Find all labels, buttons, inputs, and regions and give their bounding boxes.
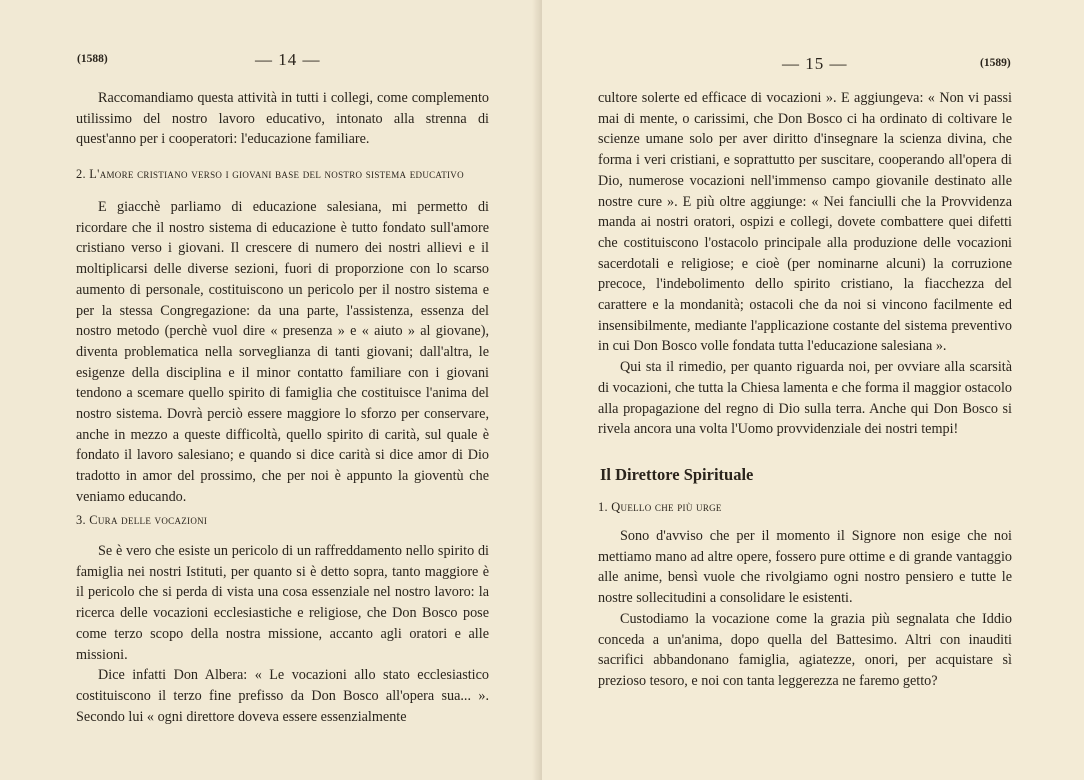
intro-paragraph: Raccomandiamo questa attività in tutti i collegi, come complemento utilissimo del nostro lavoro educativo, intonato alla strenna di quest'anno per i cooperatori: l'educazione familiare.	[76, 90, 489, 148]
chapter-heading: Il Direttore Spirituale	[600, 465, 754, 484]
section-1	[598, 499, 1012, 692]
right-text-block	[598, 88, 1012, 440]
section-1-paragraph-2: Custodiamo la vocazione come la grazia più segnalata che Iddio conceda a un'anima, dopo quella del Battesimo. Altri con inauditi sacrifici abbandonano famiglia, agiatezze, onori, per acquistare sì prezioso tesoro, e noi con tanta leggerezza ne faremo getto?	[598, 610, 1012, 689]
section-3-paragraph-2: Dice infatti Don Albera: « Le vocazioni allo stato ecclesiastico costituiscono il terzo fine prefisso da Don Bosco all'opera sua... ». Secondo lui « ogni direttore doveva essere essenzialmente	[76, 667, 489, 725]
margin-number-right: (1589)	[980, 57, 1011, 69]
section-1-paragraph-1: Sono d'avviso che per il momento il Signore non esige che noi mettiamo mano ad altre opere, fossero pure ottime e di grande vantaggio alle anime, bensì vuole che rivolgiamo ogni nostro pensiero e tutte le nostre sollecitudini a consolidare le esistenti.	[598, 528, 1012, 607]
page-number-right: — 15 —	[782, 54, 848, 73]
section-3-paragraph-1: Se è vero che esiste un pericolo di un raffreddamento nello spirito di famiglia nei nostri Istituti, per quanto si è detto sopra, tanto maggiore è il pericolo che si perda di vista una cosa essenziale nel nostro lavoro: la ricerca delle vocazioni ecclesiastiche e religiose, che Don Bosco pose come terzo scopo della nostra missione, accanto agli oratori e alle missioni.	[76, 543, 489, 663]
section-2	[76, 166, 489, 508]
remedy-paragraph: Qui sta il rimedio, per quanto riguarda noi, per ovviare alla scarsità di vocazioni, che tutta la Chiesa lamenta e che forma il maggior ostacolo alla propagazione del regno di Dio sulla terra. Anche qui Don Bosco si rivela ancora una volta l'Uomo provvidenziale dei nostri tempi!	[598, 359, 1012, 438]
section-3	[76, 512, 489, 727]
margin-number-left: (1588)	[77, 53, 108, 65]
right-page	[542, 0, 1084, 780]
section-1-heading: 1. Quello che più urge	[598, 500, 722, 514]
continued-paragraph: cultore solerte ed efficace di vocazioni ». E aggiungeva: « Non vi passi mai di mente, o carissimi, che Don Bosco ci ha ordinato di coltivare le scienze umane solo per aver diritto d'insegnare la scienza divina, che forma i veri cristiani, e soprattutto per suscitare, cooperando all'opera di Dio, numerose vocazioni nell'immenso campo giovanile destinato alle nostre cure ». E più oltre aggiunge: « Nei fanciulli che la Provvidenza manda ai nostri oratori, ospizi e collegi, dovete combattere quei difetti che costituiscono l'ostacolo principale alla produzione delle vocazioni sacerdotali e religiose; e cioè (per nominarne alcuni) la corruzione precoce, l'indebolimento dello spirito cristiano, la fiacchezza del carattere e la mondanità; ostacoli che da noi si vincono facilmente ed insensibilmente, mediante l'applicazione costante del sistema preventivo in cui Don Bosco volle fondata tutta l'educazione salesiana ».	[598, 90, 1012, 355]
page-number-left: — 14 —	[255, 50, 321, 69]
section-2-paragraph: E giacchè parliamo di educazione salesiana, mi permetto di ricordare che il nostro sistema di educazione è tutto fondato sull'amore cristiano verso i giovani. Il crescere di numero dei nostri allievi e il moltiplicarsi delle diverse sezioni, fuori di proporzione con lo scarso aumento di personale, costituiscono un pericolo per il nostro sistema e per la stessa Congregazione: da una parte, l'assistenza, essenza del nostro metodo (perchè vuol dire « presenza » e « aiuto » al giovane), diventa problematica nella sorveglianza di tanti giovani; dall'altra, le esigenze della disciplina e il minor contatto familiare con i giovani tendono a scemare quello spirito di famiglia che costituisce l'anima del nostro sistema. Dovrà perciò essere maggiore lo sforzo per conservare, anche in mezzo a queste difficoltà, quello spirito di carità, sul quale è fondato il lavoro salesiano; e quando si dice carità si dice amor di Dio tradotto in amor del prossimo, che per noi è appunto la gioventù che veniamo educando.	[76, 199, 489, 505]
section-3-heading: 3. Cura delle vocazioni	[76, 513, 208, 527]
section-2-heading: 2. L'amore cristiano verso i giovani base del nostro sistema educativo	[76, 167, 464, 181]
left-text-block	[76, 88, 489, 150]
